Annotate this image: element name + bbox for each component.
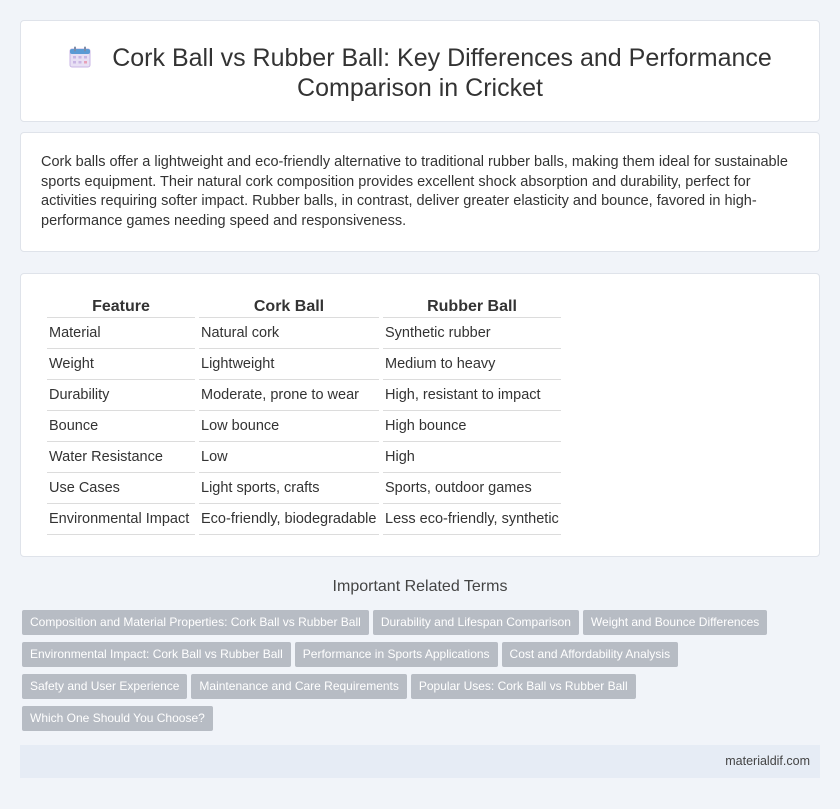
cell-cork: Low (199, 442, 379, 473)
tag-link[interactable]: Durability and Lifespan Comparison (373, 610, 579, 635)
tag-link[interactable]: Which One Should You Choose? (22, 706, 213, 731)
footer-site-link[interactable]: materialdif.com (725, 754, 810, 768)
table-row (47, 504, 561, 535)
title-line-1: Cork Ball vs Rubber Ball: Key Differences and Performance (112, 44, 772, 72)
cell-feature: Water Resistance (47, 442, 195, 473)
tag-link[interactable]: Performance in Sports Applications (295, 642, 498, 667)
header-cork-ball: Cork Ball (199, 296, 379, 318)
footer (20, 745, 820, 778)
tag-link[interactable]: Composition and Material Properties: Cork Ball vs Rubber Ball (22, 610, 369, 635)
tag-row (22, 674, 822, 706)
tag-link[interactable]: Safety and User Experience (22, 674, 187, 699)
tag-link[interactable]: Cost and Affordability Analysis (502, 642, 679, 667)
header-feature: Feature (47, 296, 195, 318)
tag-row (22, 642, 822, 674)
table-row (47, 380, 561, 411)
cell-feature: Environmental Impact (47, 504, 195, 535)
related-terms-heading: Important Related Terms (332, 578, 508, 595)
cell-feature: Durability (47, 380, 195, 411)
title-card (20, 20, 820, 122)
table-header-row (47, 296, 561, 318)
tag-link[interactable]: Weight and Bounce Differences (583, 610, 767, 635)
header-rubber-ball: Rubber Ball (383, 296, 561, 318)
cell-feature: Weight (47, 349, 195, 380)
title-line-2: Comparison in Cricket (297, 74, 543, 102)
cell-rubber: Synthetic rubber (383, 318, 561, 349)
table-row (47, 473, 561, 504)
tag-link[interactable]: Environmental Impact: Cork Ball vs Rubber Ball (22, 642, 291, 667)
related-tags (22, 610, 822, 738)
tag-link[interactable]: Maintenance and Care Requirements (191, 674, 406, 699)
cell-rubber: High (383, 442, 561, 473)
cell-cork: Moderate, prone to wear (199, 380, 379, 411)
table-row (47, 318, 561, 349)
cell-cork: Lightweight (199, 349, 379, 380)
table-row (47, 411, 561, 442)
cell-rubber: Less eco-friendly, synthetic (383, 504, 561, 535)
tag-link[interactable]: Popular Uses: Cork Ball vs Rubber Ball (411, 674, 636, 699)
cell-rubber: High, resistant to impact (383, 380, 561, 411)
comparison-card (20, 273, 820, 557)
cell-rubber: Sports, outdoor games (383, 473, 561, 504)
cell-cork: Natural cork (199, 318, 379, 349)
cell-rubber: High bounce (383, 411, 561, 442)
calendar-icon (68, 45, 92, 69)
intro-paragraph: Cork balls offer a lightweight and eco-friendly alternative to traditional rubber balls, making them ideal for sustainable sports equipment. Their natural cork composition provides excellent shock absorption and durability, perfect for activities requiring softer impact. Rubber balls, in contrast, deliver greater elasticity and bounce, favored in high-performance games needing speed and responsiveness. (41, 154, 788, 229)
cell-feature: Use Cases (47, 473, 195, 504)
tag-row (22, 610, 822, 642)
cell-rubber: Medium to heavy (383, 349, 561, 380)
table-row (47, 349, 561, 380)
table-row (47, 442, 561, 473)
cell-cork: Light sports, crafts (199, 473, 379, 504)
cell-cork: Eco-friendly, biodegradable (199, 504, 379, 535)
page-title (21, 43, 819, 103)
intro-card (20, 132, 820, 252)
comparison-table (43, 296, 565, 535)
cell-feature: Material (47, 318, 195, 349)
tag-row (22, 706, 822, 738)
cell-cork: Low bounce (199, 411, 379, 442)
cell-feature: Bounce (47, 411, 195, 442)
